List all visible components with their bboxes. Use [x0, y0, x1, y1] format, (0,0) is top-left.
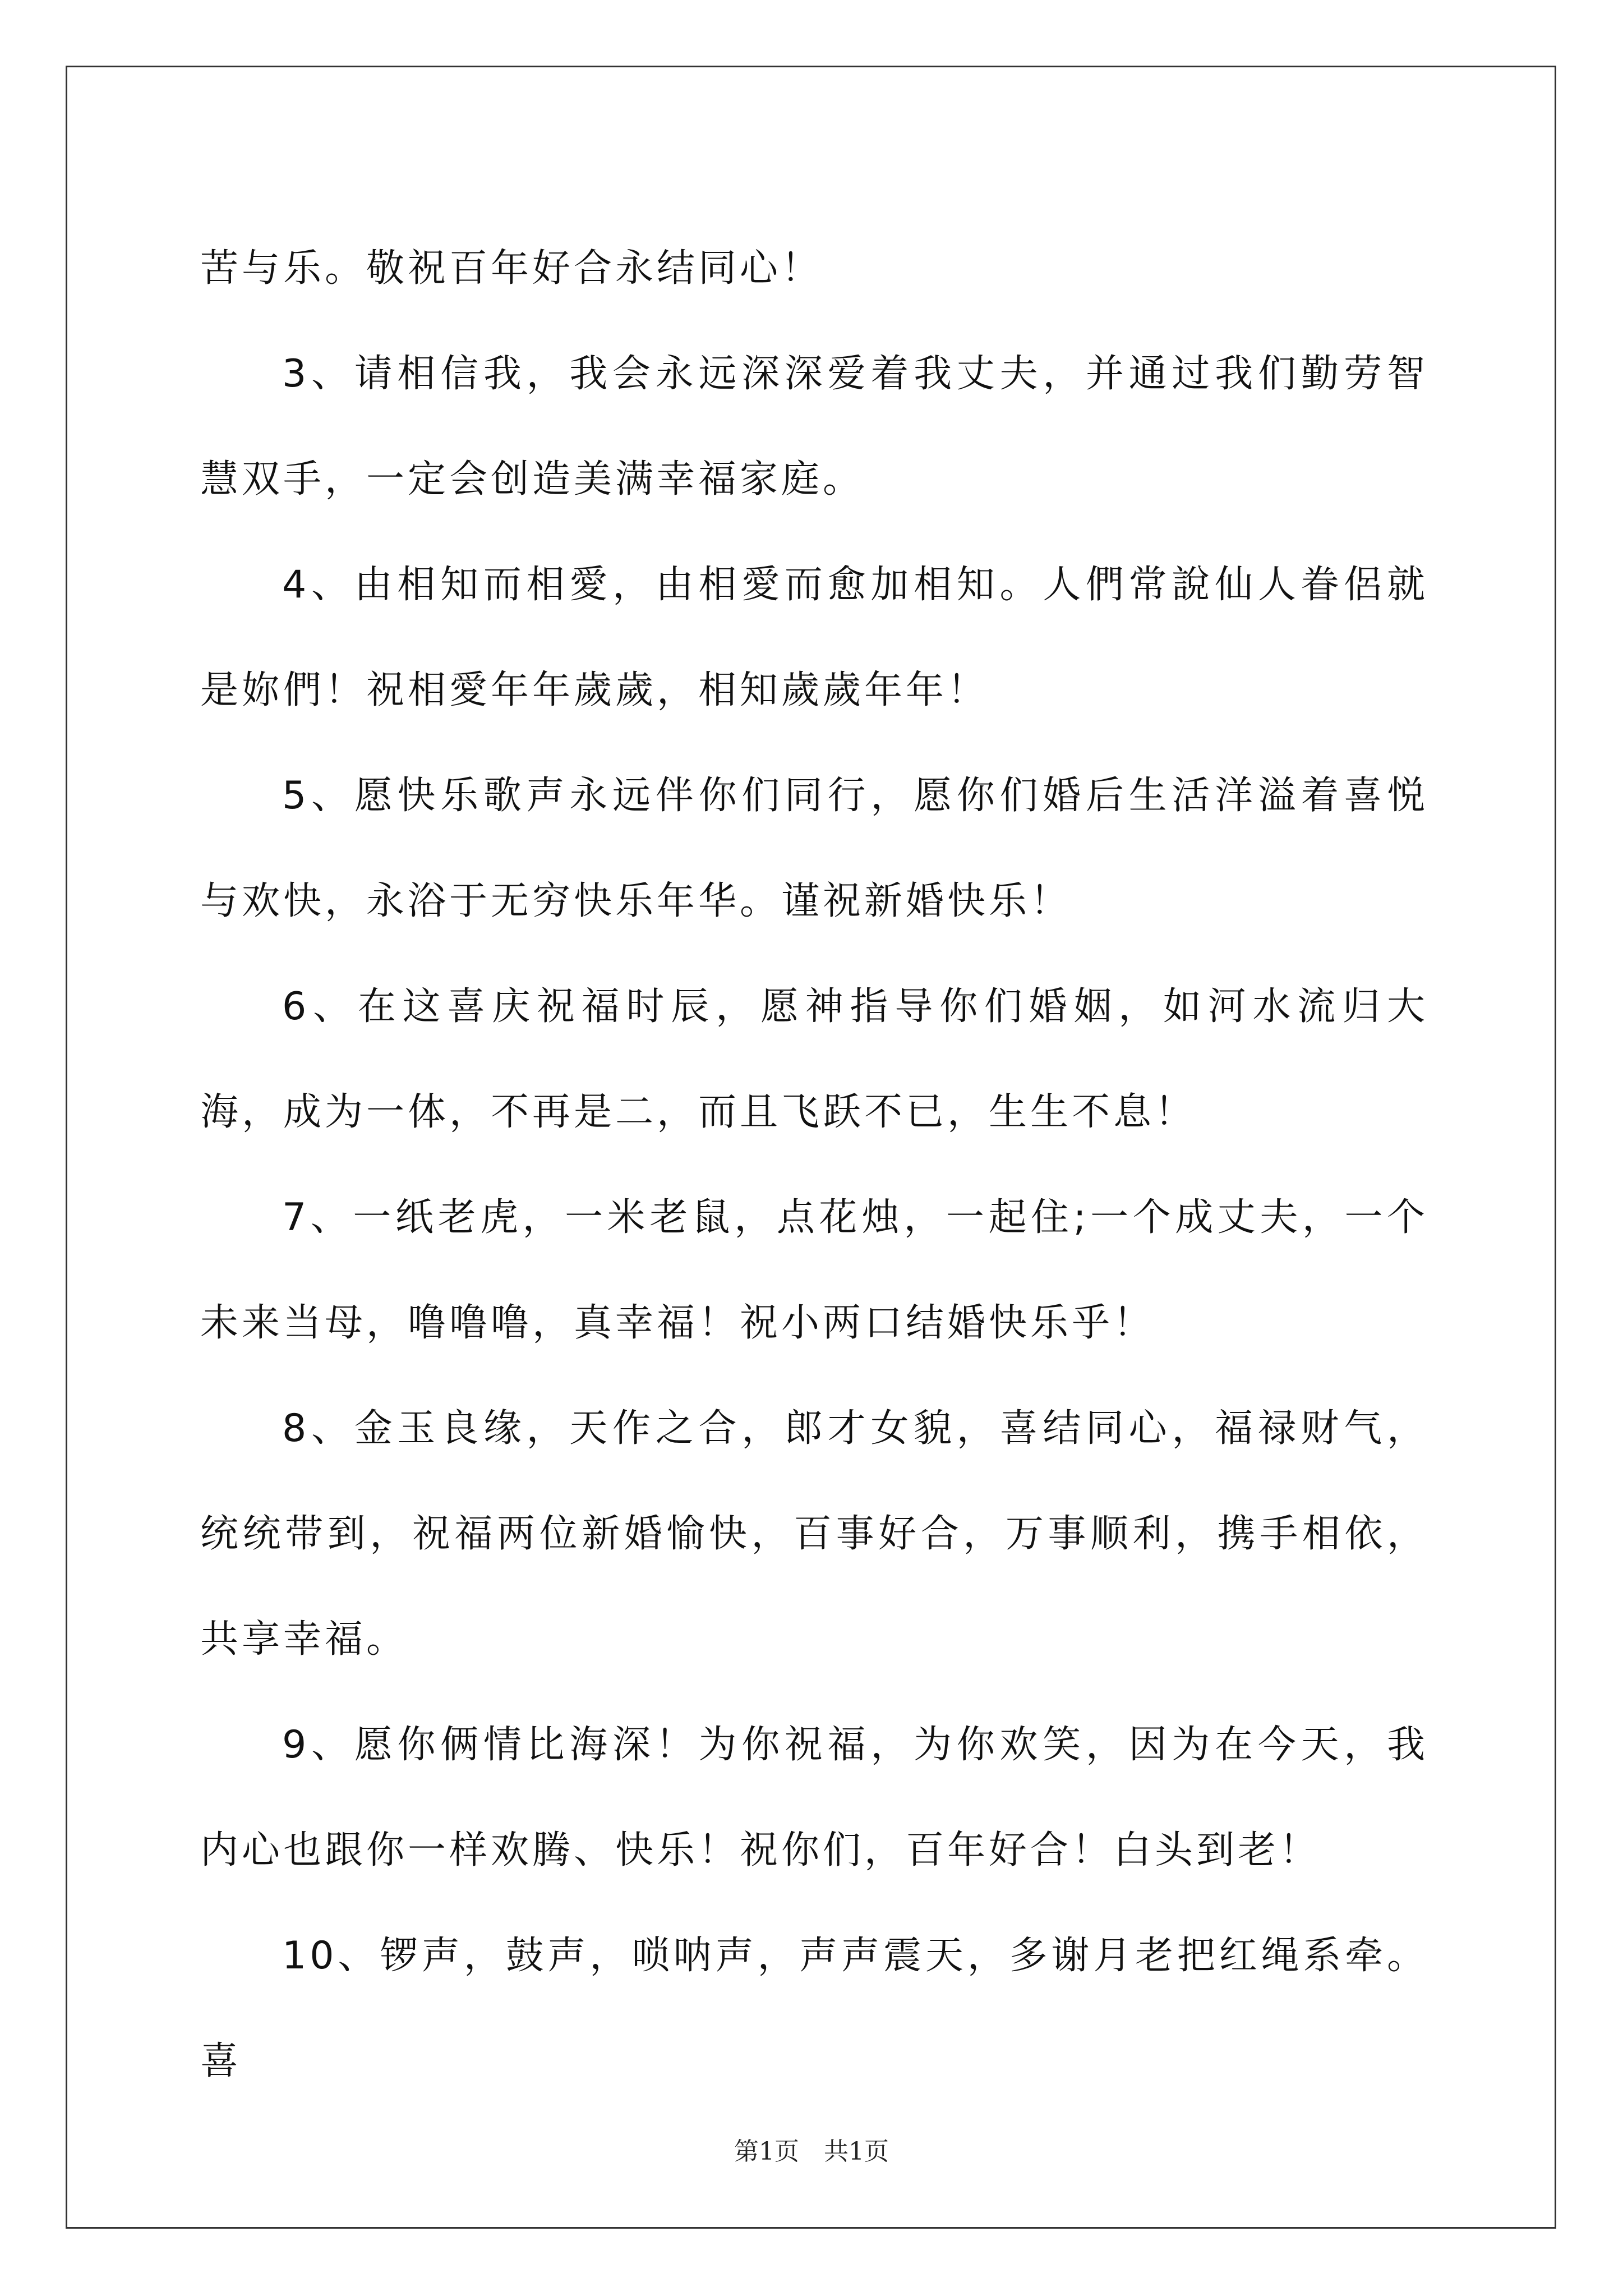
paragraph-8: 9、愿你俩情比海深！为你祝福，为你欢笑，因为在今天，我内心也跟你一样欢腾、快乐！祝你们，百年好合！白头到老！: [200, 1723, 1428, 1872]
paragraph-2: 3、请相信我，我会永远深深爱着我丈夫，并通过我们勤劳智慧双手，一定会创造美满幸福家庭。: [200, 352, 1428, 501]
paragraph-3: 4、由相知而相愛，由相愛而愈加相知。人們常說仙人眷侶就是妳們！祝相愛年年歲歲，相知歲歲年年！: [200, 563, 1428, 712]
paragraph-9: 10、锣声，鼓声，唢呐声，声声震天，多谢月老把红绳系牵。喜: [200, 1934, 1428, 2083]
paragraph-7: 8、金玉良缘，天作之合，郎才女貌，喜结同心，福禄财气，统统带到，祝福两位新婚愉快，百事好合，万事顺利，携手相依，共享幸福。: [200, 1406, 1428, 1662]
page-footer: 第1页 共1页: [734, 2137, 889, 2166]
paragraph-1: 苦与乐。敬祝百年好合永结同心！: [200, 246, 823, 291]
paragraph-4: 5、愿快乐歌声永远伴你们同行，愿你们婚后生活洋溢着喜悦与欢快，永浴于无穷快乐年华。谨祝新婚快乐！: [200, 774, 1428, 923]
paragraph-6: 7、一纸老虎，一米老鼠，点花烛，一起住;一个成丈夫，一个未来当母，噜噜噜，真幸福！祝小两口结婚快乐乎！: [200, 1195, 1428, 1345]
document-body: [200, 216, 1428, 2114]
paragraph-5: 6、在这喜庆祝福时辰，愿神指导你们婚姻，如河水流归大海，成为一体，不再是二，而且飞跃不已，生生不息！: [200, 984, 1428, 1134]
